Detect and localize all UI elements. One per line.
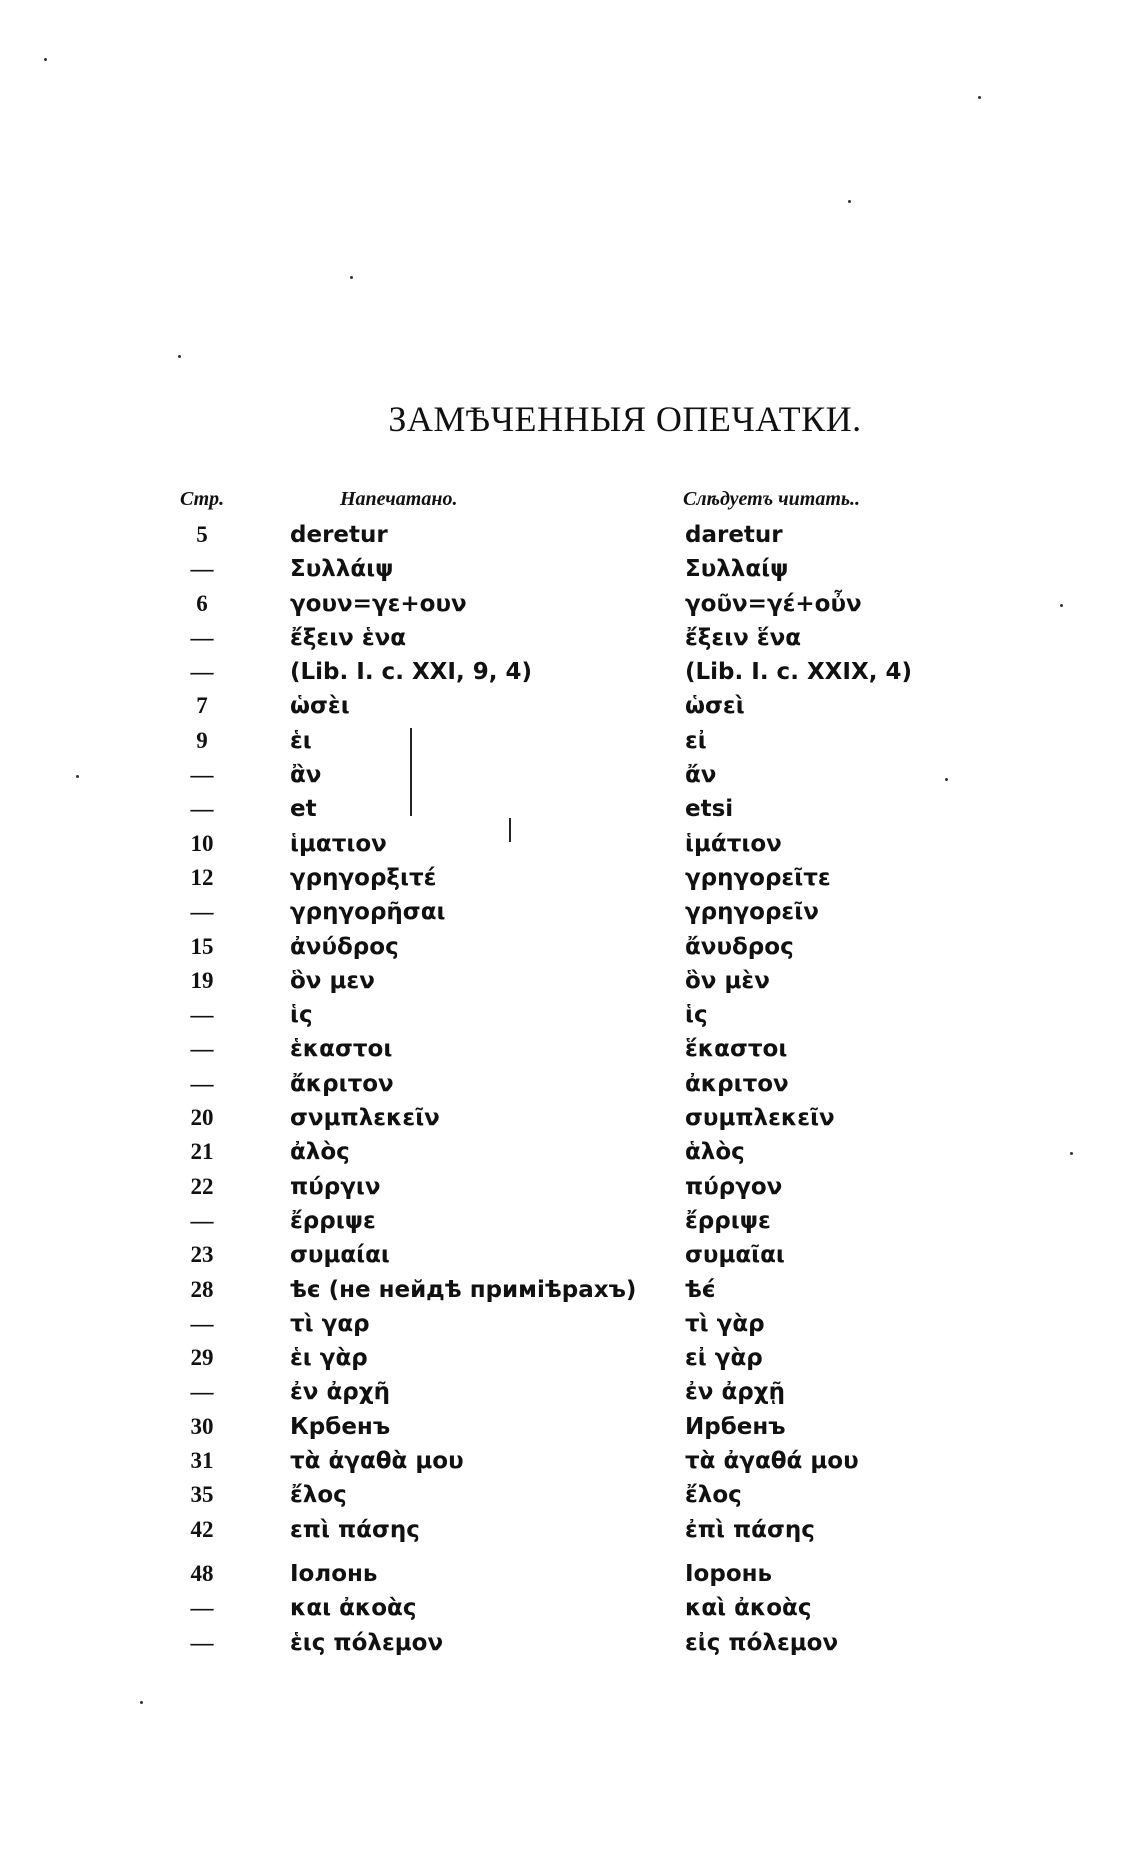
table-row bbox=[0, 758, 1140, 792]
row-correct-text: Ирбенъ bbox=[685, 1413, 786, 1440]
table-row bbox=[0, 792, 1140, 826]
row-page-number: — bbox=[190, 1002, 214, 1028]
row-page-number: 48 bbox=[190, 1560, 214, 1586]
row-correct-text: συμαῖαι bbox=[685, 1242, 785, 1269]
table-header bbox=[0, 488, 1140, 516]
row-correct-text: εἰ γὰρ bbox=[685, 1345, 763, 1372]
table-row bbox=[0, 1375, 1140, 1409]
table-row bbox=[0, 587, 1140, 621]
row-printed-text: γρηγορξιτέ bbox=[290, 864, 437, 891]
row-page-number: 7 bbox=[196, 693, 208, 719]
row-page-number: 10 bbox=[190, 830, 214, 856]
row-page-number: — bbox=[190, 796, 214, 822]
row-printed-text: ἱματιον bbox=[290, 830, 387, 857]
row-page-number: 42 bbox=[190, 1516, 214, 1542]
table-row bbox=[0, 895, 1140, 929]
table-row bbox=[0, 1170, 1140, 1204]
page-title: ЗАМѢЧЕННЫЯ ОПЕЧАТКИ. bbox=[388, 399, 862, 439]
row-correct-text: ὡσεὶ bbox=[685, 693, 745, 720]
row-printed-text: ἑι γὰρ bbox=[290, 1345, 368, 1372]
table-row bbox=[0, 1273, 1140, 1307]
row-correct-text: ἐπὶ πάσης bbox=[685, 1516, 815, 1543]
row-correct-text: ὃν μὲν bbox=[685, 967, 770, 994]
row-printed-text: ἔρριψε bbox=[290, 1207, 376, 1234]
row-printed-text: και ἀκοὰς bbox=[290, 1595, 417, 1622]
row-page-number: — bbox=[190, 556, 214, 582]
row-page-number: — bbox=[190, 1629, 214, 1655]
header-correct: Слѣдуетъ читать.. bbox=[683, 488, 861, 510]
row-correct-text: γρηγορεῖτε bbox=[685, 864, 831, 891]
table-row bbox=[0, 998, 1140, 1032]
table-row bbox=[0, 1307, 1140, 1341]
row-printed-text: deretur bbox=[290, 522, 388, 548]
table-row bbox=[0, 552, 1140, 586]
table-row bbox=[0, 861, 1140, 895]
table-row bbox=[0, 1626, 1140, 1660]
table-row bbox=[0, 518, 1140, 552]
row-printed-text: τὰ ἀγαθὰ μου bbox=[290, 1448, 464, 1475]
row-correct-text: ἱς bbox=[685, 1002, 708, 1029]
table-row bbox=[0, 930, 1140, 964]
row-printed-text: Крбенъ bbox=[290, 1413, 391, 1440]
row-correct-text: Іоронь bbox=[685, 1560, 773, 1587]
header-page: Стр. bbox=[180, 488, 225, 510]
table-row bbox=[0, 964, 1140, 998]
paper-speck bbox=[848, 200, 851, 203]
table-row bbox=[0, 1135, 1140, 1169]
row-page-number: 9 bbox=[196, 727, 208, 753]
row-page-number: 31 bbox=[190, 1448, 214, 1474]
row-page-number: 30 bbox=[190, 1413, 214, 1439]
table-row bbox=[0, 827, 1140, 861]
row-correct-text: ἱμάτιον bbox=[685, 830, 782, 857]
row-page-number: 28 bbox=[190, 1276, 214, 1302]
row-correct-text: εἰ bbox=[685, 727, 707, 754]
row-page-number: — bbox=[190, 1207, 214, 1233]
table-row bbox=[0, 1444, 1140, 1478]
print-rule bbox=[509, 818, 511, 842]
paper-speck bbox=[978, 96, 981, 99]
row-printed-text: ἀλὸς bbox=[290, 1139, 350, 1166]
table-row bbox=[0, 1591, 1140, 1625]
row-printed-text: ἂν bbox=[290, 762, 322, 789]
row-correct-text: εἰς πόλεμον bbox=[685, 1629, 839, 1656]
row-page-number: 21 bbox=[190, 1139, 214, 1165]
row-correct-text: τὰ ἀγαθά μου bbox=[685, 1448, 859, 1475]
row-correct-text: τὶ γὰρ bbox=[685, 1310, 765, 1337]
row-correct-text: ἕκαστοι bbox=[685, 1036, 788, 1063]
row-printed-text: ὡσὲι bbox=[290, 693, 350, 720]
row-page-number: — bbox=[190, 1310, 214, 1336]
table-row bbox=[0, 1341, 1140, 1375]
row-page-number: — bbox=[190, 899, 214, 925]
row-printed-text: ἐν ἀρχῆ bbox=[290, 1379, 390, 1406]
row-correct-text: etsi bbox=[685, 796, 734, 823]
errata-table bbox=[0, 518, 1140, 1660]
table-row bbox=[0, 1513, 1140, 1547]
row-correct-text: ἔλος bbox=[685, 1482, 742, 1509]
row-correct-text: daretur bbox=[685, 522, 783, 548]
row-correct-text: ἀκριτον bbox=[685, 1070, 789, 1097]
row-page-number: 15 bbox=[190, 933, 214, 959]
table-row bbox=[0, 1204, 1140, 1238]
table-row bbox=[0, 655, 1140, 689]
row-correct-text: καὶ ἀκοὰς bbox=[685, 1595, 812, 1622]
row-correct-text: Συλλαίψ bbox=[685, 556, 789, 583]
table-row bbox=[0, 1238, 1140, 1272]
table-row bbox=[0, 1410, 1140, 1444]
row-printed-text: τὶ γαρ bbox=[290, 1310, 370, 1337]
row-correct-text: ѣє́ bbox=[685, 1276, 716, 1303]
row-page-number: 5 bbox=[196, 522, 208, 547]
row-correct-text: ἐν ἀρχῇ bbox=[685, 1379, 785, 1406]
table-row bbox=[0, 1067, 1140, 1101]
row-correct-text: ἔξειν ἕνα bbox=[685, 624, 802, 651]
table-row bbox=[0, 724, 1140, 758]
table-row bbox=[0, 1101, 1140, 1135]
row-page-number: 35 bbox=[190, 1482, 214, 1508]
row-printed-text: γρηγορῆσαι bbox=[290, 899, 446, 926]
row-printed-text: Συλλάιψ bbox=[290, 556, 394, 583]
row-printed-text: (Lib. I. c. XXI, 9, 4) bbox=[290, 659, 532, 686]
row-page-number: 20 bbox=[190, 1105, 214, 1131]
row-printed-text: ἔξειν ἑνα bbox=[290, 624, 407, 651]
row-correct-text: γοῦν=γέ+οὖν bbox=[685, 590, 862, 617]
paper-speck bbox=[44, 58, 47, 61]
row-page-number: — bbox=[190, 624, 214, 650]
paper-speck bbox=[1070, 1152, 1073, 1155]
row-page-number: — bbox=[190, 1070, 214, 1096]
row-printed-text: ἑις πόλεμον bbox=[290, 1629, 444, 1656]
row-printed-text: ἄκριτον bbox=[290, 1070, 394, 1097]
header-printed: Напечатано. bbox=[340, 488, 458, 510]
row-page-number: 12 bbox=[190, 864, 214, 890]
table-row bbox=[0, 1557, 1140, 1591]
row-printed-text: ἔλος bbox=[290, 1482, 347, 1509]
row-printed-text: σνμπλεκεῖν bbox=[290, 1105, 440, 1132]
row-printed-text: πύργιν bbox=[290, 1173, 381, 1200]
paper-speck bbox=[178, 355, 181, 358]
row-page-number: 6 bbox=[196, 590, 208, 616]
row-printed-text: ἑι bbox=[290, 727, 312, 754]
row-printed-text: Іолонь bbox=[290, 1560, 378, 1587]
row-page-number: — bbox=[190, 1595, 214, 1621]
row-printed-text: επὶ πάσης bbox=[290, 1516, 420, 1543]
row-printed-text: ὃν μεν bbox=[290, 967, 375, 994]
table-row bbox=[0, 1032, 1140, 1066]
row-page-number: 19 bbox=[190, 967, 214, 993]
row-printed-text: et bbox=[290, 796, 317, 823]
row-printed-text: συμαίαι bbox=[290, 1242, 390, 1269]
table-row bbox=[0, 621, 1140, 655]
paper-speck bbox=[76, 775, 79, 778]
row-printed-text: ѣє (не нейдѣ приміѣрахъ) bbox=[290, 1276, 637, 1303]
row-page-number: 29 bbox=[190, 1345, 214, 1371]
paper-speck bbox=[350, 276, 353, 279]
row-page-number: — bbox=[190, 1036, 214, 1062]
row-printed-text: ἱς bbox=[290, 1002, 313, 1029]
row-page-number: 22 bbox=[190, 1173, 214, 1199]
paper-speck bbox=[140, 1701, 143, 1704]
row-correct-text: ἄνυδρος bbox=[685, 933, 794, 960]
paper-speck bbox=[945, 778, 948, 781]
row-printed-text: ἑκαστοι bbox=[290, 1036, 393, 1063]
row-printed-text: ἀνύδρος bbox=[290, 933, 399, 960]
print-rule bbox=[410, 728, 412, 816]
row-printed-text: γουν=γε+ουν bbox=[290, 590, 467, 617]
row-page-number: 23 bbox=[190, 1242, 214, 1268]
row-page-number: — bbox=[190, 762, 214, 788]
row-correct-text: πύργον bbox=[685, 1173, 783, 1200]
row-correct-text: ἄν bbox=[685, 762, 717, 789]
table-row bbox=[0, 689, 1140, 723]
row-correct-text: ἔρριψε bbox=[685, 1207, 771, 1234]
paper-speck bbox=[1060, 604, 1063, 607]
row-correct-text: ἁλὸς bbox=[685, 1139, 745, 1166]
row-correct-text: (Lib. I. c. XXIX, 4) bbox=[685, 659, 912, 686]
row-page-number: — bbox=[190, 1379, 214, 1405]
row-correct-text: συμπλεκεῖν bbox=[685, 1105, 835, 1132]
row-page-number: — bbox=[190, 659, 214, 685]
table-row bbox=[0, 1478, 1140, 1512]
row-correct-text: γρηγορεῖν bbox=[685, 899, 819, 926]
